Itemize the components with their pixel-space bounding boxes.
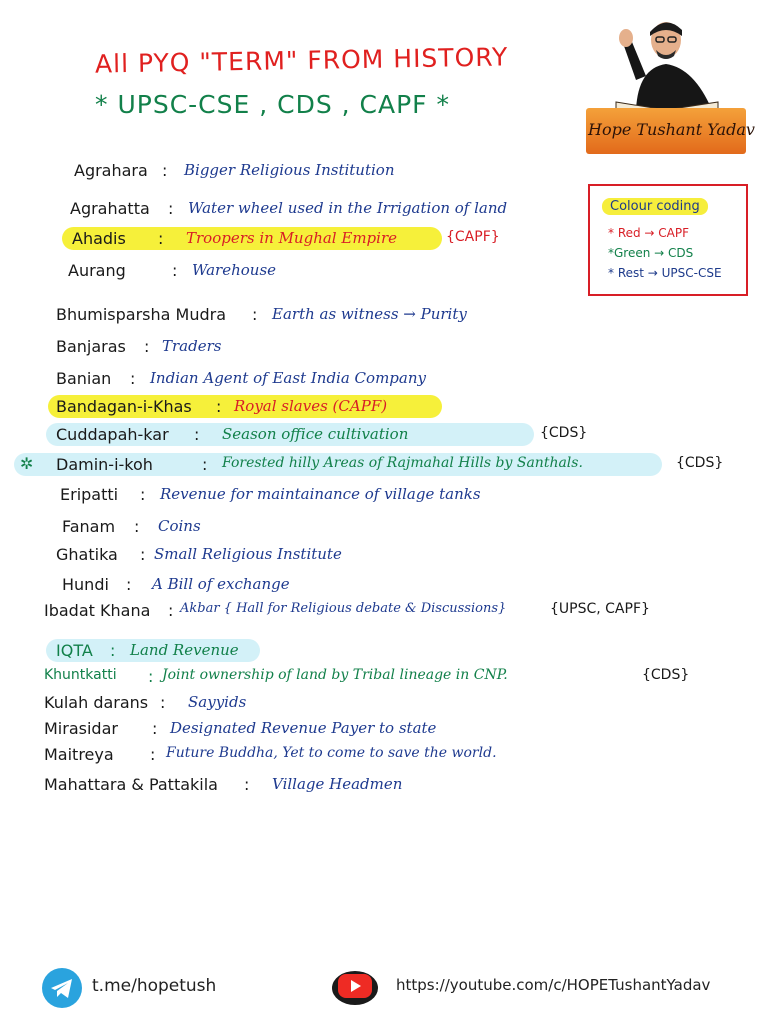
page-subtitle: * UPSC-CSE , CDS , CAPF * <box>95 90 451 119</box>
term-definition: Forested hilly Areas of Rajmahal Hills by Santhals. <box>222 455 583 471</box>
term-definition: Indian Agent of East India Company <box>150 369 426 387</box>
term-separator: : <box>252 305 258 324</box>
term-separator: : <box>126 575 132 594</box>
term-separator: : <box>202 455 208 474</box>
term-name: Cuddapah-kar <box>56 425 169 444</box>
star-mark-icon: ✲ <box>20 454 34 473</box>
term-definition: Sayyids <box>188 693 247 711</box>
term-separator: : <box>244 775 250 794</box>
term-name: Kulah darans <box>44 693 149 712</box>
term-definition: Joint ownership of land by Tribal lineage in CNP. <box>162 667 508 683</box>
term-separator: : <box>162 161 168 180</box>
term-separator: : <box>168 601 174 620</box>
term-name: Ibadat Khana <box>44 601 151 620</box>
term-name: Maitreya <box>44 745 114 764</box>
brand-name: Hope Tushant Yadav <box>588 120 755 139</box>
term-name: Banjaras <box>56 337 126 356</box>
youtube-link[interactable]: https://youtube.com/c/HOPETushantYadav <box>396 976 711 994</box>
term-definition: Small Religious Institute <box>154 545 342 563</box>
term-definition: Season office cultivation <box>222 425 409 443</box>
legend-item-rest: * Rest → UPSC-CSE <box>608 266 722 280</box>
term-separator: : <box>158 229 164 248</box>
term-separator: : <box>150 745 156 764</box>
person-reading-icon <box>586 10 748 120</box>
term-name: Bandagan-i-Khas <box>56 397 192 416</box>
term-definition: Water wheel used in the Irrigation of land <box>188 199 508 217</box>
term-separator: : <box>110 641 116 660</box>
term-definition: Traders <box>162 337 222 355</box>
legend-item-red: * Red → CAPF <box>608 226 690 240</box>
term-separator: : <box>144 337 150 356</box>
term-name: Eripatti <box>60 485 119 504</box>
term-definition: Warehouse <box>192 261 277 279</box>
term-definition: Village Headmen <box>272 775 403 793</box>
term-definition: Troopers in Mughal Empire <box>186 229 397 247</box>
telegram-link[interactable]: t.me/hopetush <box>92 976 217 996</box>
page-title: All PYQ "TERM" FROM HISTORY <box>94 42 509 79</box>
term-definition: Future Buddha, Yet to come to save the world. <box>166 745 497 761</box>
exam-tag: {CDS} <box>642 667 690 683</box>
term-name: Banian <box>56 369 112 388</box>
term-name: Damin-i-koh <box>56 455 153 474</box>
term-separator: : <box>160 693 166 712</box>
telegram-icon[interactable] <box>42 968 82 1008</box>
term-name: Mirasidar <box>44 719 118 738</box>
term-name: Khuntkatti <box>44 667 117 683</box>
term-definition: Royal slaves (CAPF) <box>234 397 388 415</box>
term-separator: : <box>148 667 154 686</box>
colour-legend <box>588 184 748 296</box>
term-name: Mahattara & Pattakila <box>44 775 218 794</box>
term-name: Agrahara <box>74 161 148 180</box>
term-definition: A Bill of exchange <box>152 575 290 593</box>
term-separator: : <box>172 261 178 280</box>
term-definition: Designated Revenue Payer to state <box>170 719 437 737</box>
term-name: Aurang <box>68 261 126 280</box>
exam-tag: {CDS} <box>540 425 588 441</box>
term-name: Ahadis <box>72 229 126 248</box>
legend-item-green: *Green → CDS <box>608 246 694 260</box>
term-separator: : <box>152 719 158 738</box>
term-definition: Coins <box>158 517 201 535</box>
exam-tag: {UPSC, CAPF} <box>550 601 650 617</box>
term-definition: Land Revenue <box>130 641 239 659</box>
term-separator: : <box>134 517 140 536</box>
term-name: IQTA <box>56 641 93 660</box>
term-definition: Bigger Religious Institution <box>184 161 395 179</box>
term-name: Hundi <box>62 575 109 594</box>
term-separator: : <box>140 545 146 564</box>
term-separator: : <box>140 485 146 504</box>
term-separator: : <box>194 425 200 444</box>
author-avatar <box>586 10 755 156</box>
term-name: Bhumisparsha Mudra <box>56 305 227 324</box>
legend-title: Colour coding <box>602 198 708 215</box>
term-definition: Revenue for maintainance of village tanks <box>160 485 481 503</box>
term-name: Agrahatta <box>70 199 150 218</box>
term-name: Ghatika <box>56 545 118 564</box>
term-separator: : <box>216 397 222 416</box>
term-definition: Earth as witness → Purity <box>272 305 467 323</box>
term-definition: Akbar { Hall for Religious debate & Discussions} <box>180 601 507 616</box>
youtube-icon[interactable] <box>330 966 380 1006</box>
exam-tag: {CDS} <box>676 455 724 471</box>
exam-tag: {CAPF} <box>446 229 500 245</box>
term-name: Fanam <box>62 517 116 536</box>
term-separator: : <box>168 199 174 218</box>
term-separator: : <box>130 369 136 388</box>
